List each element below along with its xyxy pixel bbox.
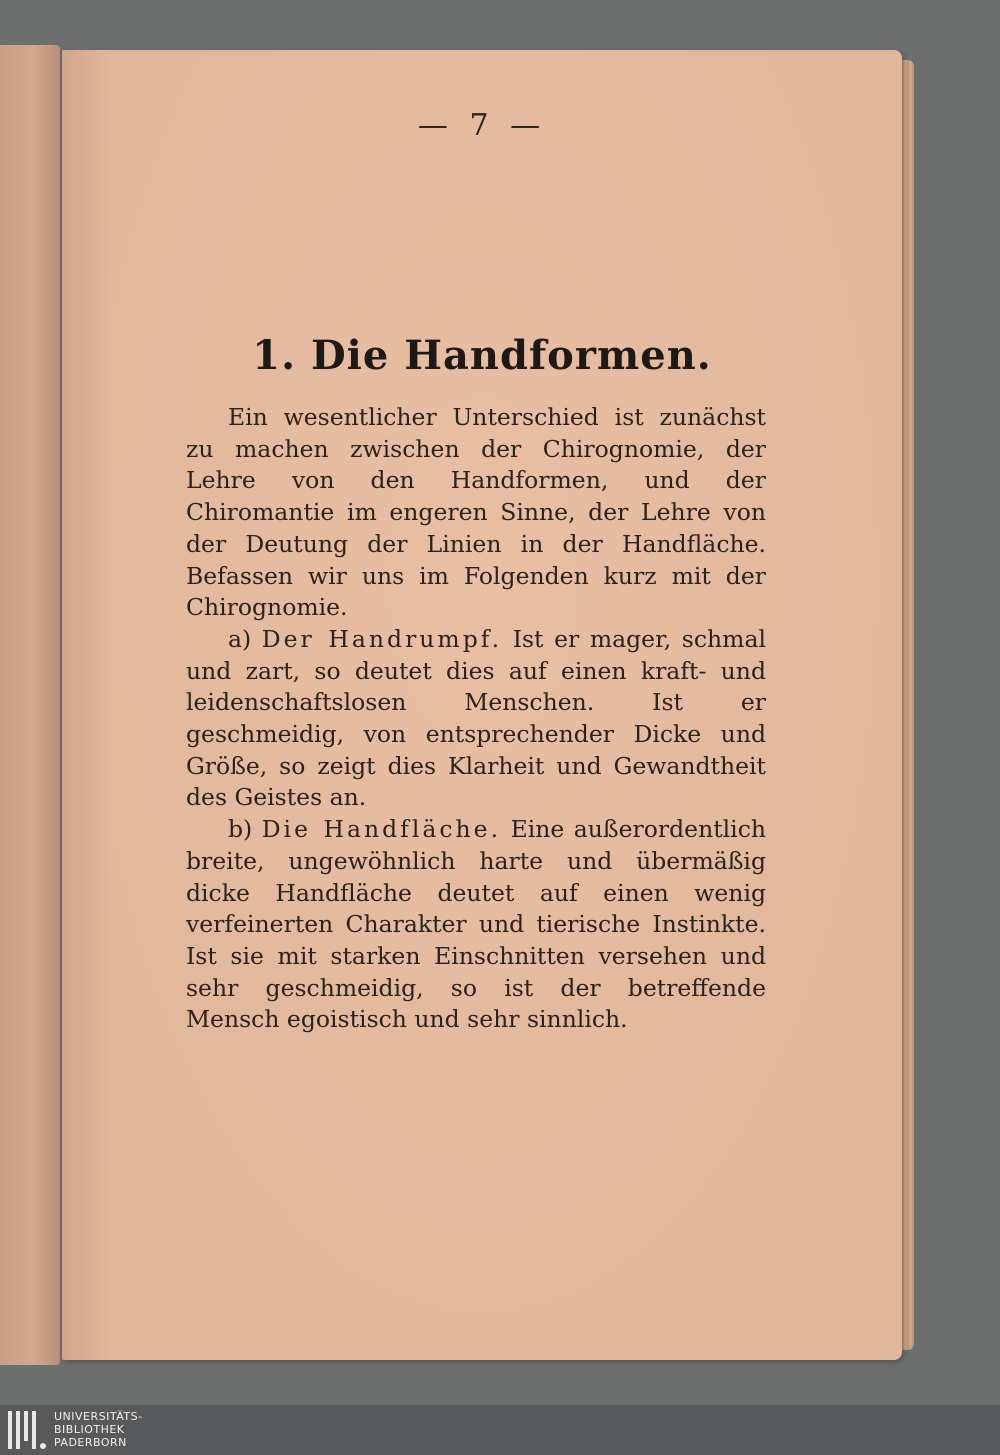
section-text-b: Eine außerordentlich breite, ungewöhnlich harte und übermäßig dicke Handfläche deutet auf einen wenig verfeinerten Charakter und tierische Instinkte. Ist sie mit starken Einschnitten versehen und sehr geschmeidig, so ist der betreffende Mensch egoistisch und sehr sinnlich.: [186, 815, 766, 1034]
chapter-heading: 1. Die Handformen.: [252, 332, 712, 379]
logo-line-1: UNIVERSITÄTS-: [54, 1410, 143, 1423]
left-page-edge: [0, 45, 60, 1365]
section-title-a: Der Handrumpf.: [261, 624, 503, 653]
page-number: — 7 —: [417, 108, 547, 143]
section-label-a: a): [228, 624, 252, 653]
section-label-b: b): [228, 815, 253, 844]
section-paragraph-a: [186, 624, 766, 814]
page-body: [186, 402, 766, 1036]
section-title-b: Die Handfläche.: [261, 815, 502, 844]
library-logo-text: [54, 1410, 143, 1449]
logo-line-3: PADERBORN: [54, 1436, 127, 1449]
library-logo-icon: [8, 1411, 48, 1449]
library-footer-bar: [0, 1405, 1000, 1455]
section-paragraph-b: [186, 814, 766, 1036]
book-page: [62, 50, 902, 1360]
section-text-a: Ist er mager, schmal und zart, so deutet dies auf einen kraft- und leidenschaftslosen Menschen. Ist er geschmeidig, von entsprechender Dicke und Größe, so zeigt dies Klarheit und Gewandtheit des Geistes an.: [186, 624, 766, 812]
logo-line-2: BIBLIOTHEK: [54, 1423, 125, 1436]
intro-paragraph: Ein wesentlicher Unterschied ist zunächst zu machen zwischen der Chirognomie, der Lehre von den Handformen, und der Chiromantie im engeren Sinne, der Lehre von der Deutung der Linien in der Handfläche. Befassen wir uns im Folgenden kurz mit der Chirognomie.: [186, 403, 766, 622]
